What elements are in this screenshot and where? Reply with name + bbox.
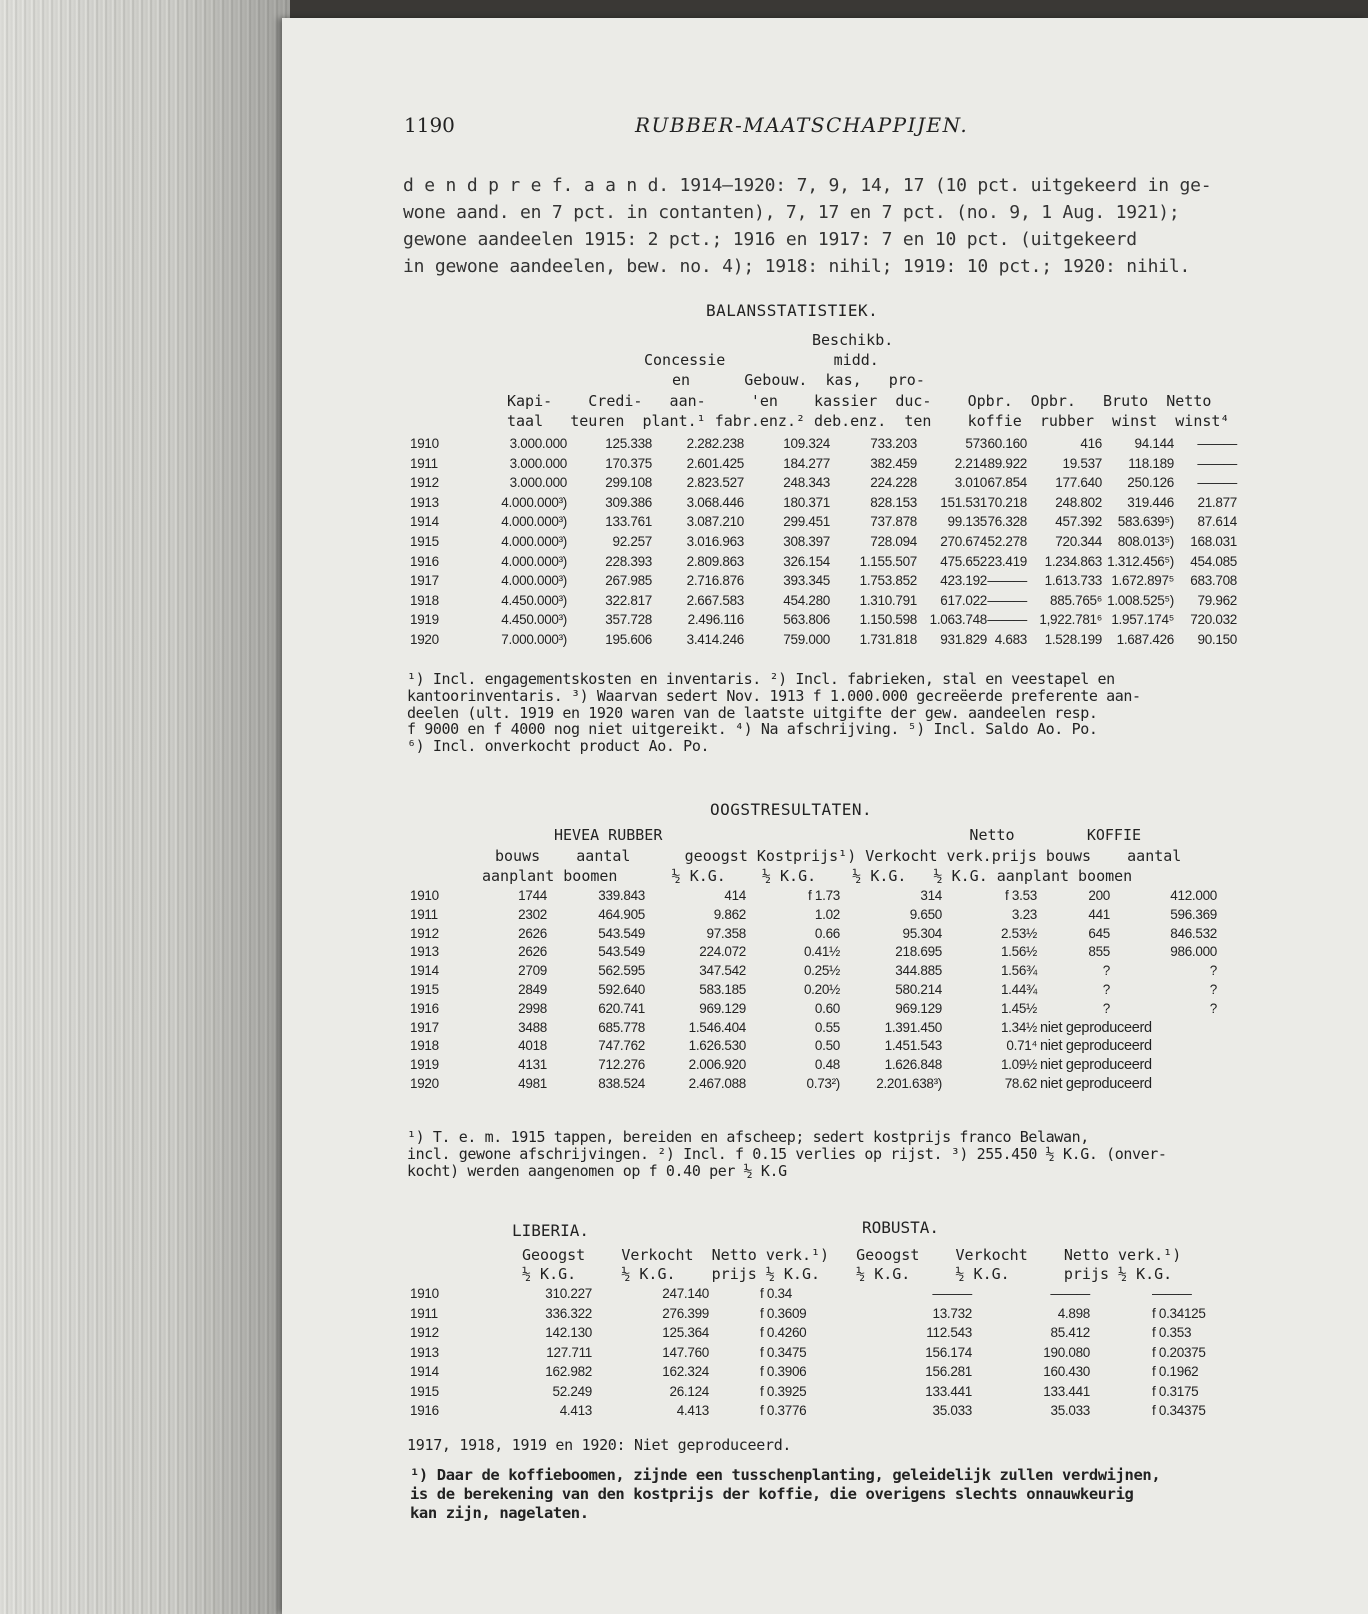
balans-year: 1919 xyxy=(410,612,439,628)
oogst-cell: 344.885 xyxy=(895,963,942,979)
balans-year: 1912 xyxy=(410,475,439,491)
balans-cell: 617.022 xyxy=(940,592,987,608)
oogst-cell: 712.276 xyxy=(598,1057,645,1073)
book-page-edges xyxy=(0,0,290,1614)
koffie-cell: 156.174 xyxy=(925,1344,972,1360)
balans-cell: 299.451 xyxy=(783,514,830,530)
page-number: 1190 xyxy=(404,113,455,137)
balans-cell: 931.829 xyxy=(940,632,987,647)
balans-cell: 1,922.781⁶ xyxy=(1039,612,1102,628)
koffie-cell: 52.249 xyxy=(552,1383,592,1399)
oogst-cell: 464.905 xyxy=(598,906,645,922)
balans-header-line: en Gebouw. kas, pro- xyxy=(672,371,925,389)
balans-cell: 737.878 xyxy=(870,514,917,530)
balans-cell: 250.126 xyxy=(1127,475,1174,491)
oogst-cell: f 1.73 xyxy=(808,888,840,903)
balans-cell: 3.016.963 xyxy=(686,534,744,549)
balans-cell: 180.371 xyxy=(783,494,830,510)
oogst-cell: 95.304 xyxy=(902,925,942,941)
oogst-cell: 747.762 xyxy=(598,1038,645,1054)
koffie-cell: ——— xyxy=(1152,1286,1192,1301)
balans-cell: 19.537 xyxy=(1062,455,1102,471)
balans-cell: ——— xyxy=(1197,436,1237,451)
oogst-cell: 314 xyxy=(920,888,942,903)
oogst-cell: 2.467.088 xyxy=(688,1076,746,1091)
balans-cell: 1.528.199 xyxy=(1044,632,1102,647)
liberia-title: LIBERIA. xyxy=(512,1221,590,1240)
oogst-cell: ? xyxy=(1209,963,1217,979)
balans-cell: 248.343 xyxy=(783,475,830,491)
oogst-cell: 0.50 xyxy=(814,1038,840,1054)
balans-cell: 1.008.525⁵) xyxy=(1107,592,1174,608)
koffie-cell: 160.430 xyxy=(1043,1364,1090,1379)
koffie-header-line: Geoogst Verkocht Netto verk.¹) Geoogst Verkocht Netto verk.¹) xyxy=(522,1246,1182,1264)
oogst-year: 1919 xyxy=(410,1057,439,1073)
oogst-cell: 2302 xyxy=(518,906,547,922)
oogst-cell: 969.129 xyxy=(699,1000,746,1016)
balans-cell: 322.817 xyxy=(605,592,652,608)
balans-cell: 319.446 xyxy=(1127,494,1174,510)
koffie-cell: 125.364 xyxy=(662,1325,709,1340)
koffie-cell: f 0.3175 xyxy=(1152,1383,1199,1399)
oogst-header-line: HEVEA RUBBER Netto KOFFIE xyxy=(554,826,1141,844)
oogst-title: OOGSTRESULTATEN. xyxy=(710,800,873,819)
oogst-cell: 4981 xyxy=(518,1076,547,1091)
oogst-year: 1916 xyxy=(410,1000,439,1016)
balans-cell: 270.674 xyxy=(940,534,987,549)
balans-cell: 118.189 xyxy=(1128,455,1174,471)
oogst-year: 1911 xyxy=(410,906,438,922)
koffie-cell: 4.413 xyxy=(559,1403,592,1418)
balans-cell: 563.806 xyxy=(783,612,830,628)
oogst-header-line: bouws aantal geoogst Kostprijs¹) Verkocht verk.prijs bouws aantal xyxy=(495,847,1182,865)
balans-cell: 3.087.210 xyxy=(686,514,744,530)
balans-cell: 21.877 xyxy=(1197,494,1237,510)
koffie-year: 1910 xyxy=(410,1286,439,1301)
balans-cell: 2.282.238 xyxy=(686,436,744,451)
balans-cell: 583.639⁵) xyxy=(1117,514,1174,530)
koffie-cell: 133.441 xyxy=(1043,1383,1090,1399)
balans-footnote-line: ⁶) Incl. onverkocht product Ao. Po. xyxy=(407,737,710,756)
oogst-cell: 1.56½ xyxy=(1000,944,1037,960)
koffie-cell: f 0.4260 xyxy=(760,1325,807,1340)
balans-year: 1914 xyxy=(410,514,439,530)
koffie-cell: 310.227 xyxy=(545,1286,592,1301)
oogst-cell: 9.650 xyxy=(909,906,942,922)
koffie-cell: f 0.20375 xyxy=(1152,1344,1206,1360)
balans-year: 1917 xyxy=(410,573,439,589)
balans-cell: 573 xyxy=(965,436,987,451)
oogst-cell: 1.45½ xyxy=(1000,1000,1037,1016)
balans-cell: 1.063.748 xyxy=(929,612,987,628)
balans-header-line: Concessie midd. xyxy=(644,351,879,369)
koffie-cell: 35.033 xyxy=(1050,1403,1090,1418)
balans-cell: 4.000.000³) xyxy=(501,534,567,549)
balans-cell: 133.761 xyxy=(605,514,652,530)
oogst-cell: 0.25½ xyxy=(803,963,840,979)
oogst-cell: niet geproduceerd xyxy=(1040,1057,1152,1074)
balans-cell: 4.683 xyxy=(994,632,1027,647)
koffie-cell: 13.732 xyxy=(932,1305,972,1321)
koffie-cell: f 0.3609 xyxy=(760,1305,807,1321)
oogst-cell: ? xyxy=(1102,1000,1110,1016)
balans-cell: 52.278 xyxy=(987,534,1027,549)
oogst-cell: 97.358 xyxy=(706,925,746,941)
oogst-cell: 846.532 xyxy=(1170,925,1217,941)
balans-cell: 79.962 xyxy=(1197,592,1237,608)
koffie-year: 1915 xyxy=(410,1383,439,1399)
balans-cell: 733.203 xyxy=(870,436,917,451)
balans-cell: 454.280 xyxy=(783,592,830,608)
balans-cell: 4.450.000³) xyxy=(501,612,567,628)
balans-cell: 267.985 xyxy=(605,573,652,589)
balans-cell: 1.613.733 xyxy=(1044,573,1102,589)
oogst-cell: 1.546.404 xyxy=(688,1019,746,1035)
balans-cell: 1.150.598 xyxy=(859,612,917,628)
oogst-cell: 1.451.543 xyxy=(884,1038,942,1054)
oogst-cell: ? xyxy=(1102,982,1110,997)
balans-cell: 94.144 xyxy=(1134,436,1174,451)
balans-year: 1916 xyxy=(410,553,439,569)
book-page xyxy=(282,18,1368,1614)
balans-cell: 2.667.583 xyxy=(686,592,744,608)
oogst-cell: 200 xyxy=(1088,888,1110,903)
koffie-cell: ——— xyxy=(1050,1286,1090,1301)
balans-cell: ——— xyxy=(1197,455,1237,471)
oogst-cell: 1744 xyxy=(518,888,547,903)
oogst-year: 1914 xyxy=(410,963,439,979)
oogst-year: 1912 xyxy=(410,925,439,941)
koffie-cell: 26.124 xyxy=(669,1383,709,1399)
oogst-cell: 0.48 xyxy=(814,1057,840,1073)
koffie-cell: 85.412 xyxy=(1050,1325,1090,1340)
koffie-cell: f 0.3776 xyxy=(760,1403,807,1418)
oogst-cell: 1.626.530 xyxy=(688,1038,746,1054)
oogst-cell: 412.000 xyxy=(1170,888,1217,903)
oogst-cell: 1.34½ xyxy=(1000,1019,1037,1035)
balans-cell: 2.823.527 xyxy=(686,475,744,491)
balans-cell: 3.000.000 xyxy=(509,455,567,471)
koffie-cell: 35.033 xyxy=(932,1403,972,1418)
balans-cell: 67.854 xyxy=(987,475,1027,491)
oogst-cell: 620.741 xyxy=(598,1000,645,1016)
balans-cell: 683.708 xyxy=(1190,573,1237,589)
balans-cell: 3.000.000 xyxy=(509,436,567,451)
balans-cell: 2.496.116 xyxy=(687,612,744,628)
balans-cell: 4.000.000³) xyxy=(501,573,567,589)
oogst-cell: 0.20½ xyxy=(803,982,840,997)
balans-cell: 326.154 xyxy=(783,553,830,569)
balans-cell: 125.338 xyxy=(605,436,652,451)
balans-cell: 4.450.000³) xyxy=(501,592,567,608)
koffie-cell: f 0.3906 xyxy=(760,1364,807,1379)
oogst-cell: f 3.53 xyxy=(1005,888,1037,903)
balans-cell: 1.957.174⁵ xyxy=(1111,612,1174,628)
balans-cell: 454.085 xyxy=(1190,553,1237,569)
oogst-cell: 0.41½ xyxy=(803,944,840,960)
oogst-cell: 0.60 xyxy=(814,1000,840,1016)
oogst-footnote-line: ¹) T. e. m. 1915 tappen, bereiden en afscheep; sedert kostprijs franco Belawan, xyxy=(407,1128,1089,1146)
oogst-cell: 9.862 xyxy=(713,906,746,922)
koffie-cell: 247.140 xyxy=(662,1286,709,1301)
koffie-cell: f 0.34375 xyxy=(1152,1403,1206,1418)
koffie-cell: 162.982 xyxy=(545,1364,592,1379)
balans-cell: 70.218 xyxy=(987,494,1027,510)
oogst-cell: 441 xyxy=(1088,906,1110,922)
balans-cell: 308.397 xyxy=(783,534,830,549)
balans-cell: 423.192 xyxy=(940,573,987,589)
oogst-year: 1918 xyxy=(410,1038,439,1054)
oogst-cell: 4131 xyxy=(518,1057,547,1073)
oogst-cell: 2626 xyxy=(518,944,547,960)
balans-cell: 357.728 xyxy=(605,612,652,628)
balans-cell: ——— xyxy=(1197,475,1237,491)
oogst-cell: 1.391.450 xyxy=(884,1019,942,1035)
koffie-cell: 190.080 xyxy=(1043,1344,1090,1360)
oogst-cell: 1.626.848 xyxy=(884,1057,942,1073)
oogst-cell: 2849 xyxy=(518,982,547,997)
oogst-cell: 218.695 xyxy=(895,944,942,960)
balans-cell: 92.257 xyxy=(612,534,652,549)
balans-footnote-line: deelen (ult. 1919 en 1920 waren van de laatste uitgifte der gew. aandeelen resp. xyxy=(407,703,1098,722)
koffie-cell: f 0.1962 xyxy=(1152,1364,1199,1379)
balans-cell: 1.731.818 xyxy=(859,632,917,647)
koffie-year: 1916 xyxy=(410,1403,439,1418)
balans-cell: 90.150 xyxy=(1197,632,1237,647)
koffie-cell: 142.130 xyxy=(545,1325,592,1340)
robusta-title: ROBUSTA. xyxy=(862,1218,940,1237)
balans-cell: 3.068.446 xyxy=(686,494,744,510)
oogst-cell: 2.201.638³) xyxy=(876,1076,942,1091)
balans-cell: 1.155.507 xyxy=(859,553,917,569)
balans-cell: 2.214 xyxy=(954,455,987,471)
balans-cell: 728.094 xyxy=(870,534,917,549)
balans-title: BALANSSTATISTIEK. xyxy=(706,301,879,320)
koffie-cell: f 0.3475 xyxy=(760,1344,807,1360)
balans-cell: 195.606 xyxy=(605,632,652,647)
balans-year: 1918 xyxy=(410,592,439,608)
balans-cell: ——— xyxy=(987,612,1027,628)
oogst-cell: 543.549 xyxy=(598,944,645,960)
koffie-year: 1912 xyxy=(410,1325,439,1340)
balans-year: 1920 xyxy=(410,632,439,647)
oogst-cell: 3.23 xyxy=(1011,906,1037,922)
balans-cell: 177.640 xyxy=(1055,475,1102,491)
oogst-cell: 1.56¾ xyxy=(1000,963,1037,979)
koffie-cell: f 0.3925 xyxy=(760,1383,807,1399)
oogst-cell: ? xyxy=(1102,963,1110,979)
balans-cell: ——— xyxy=(987,592,1027,608)
oogst-cell: 2.53½ xyxy=(1000,925,1037,941)
koffie-header-line: ½ K.G. ½ K.G. prijs ½ K.G. ½ K.G. ½ K.G. prijs ½ K.G. xyxy=(522,1265,1173,1283)
oogst-cell: 645 xyxy=(1088,925,1110,941)
oogst-cell: 2998 xyxy=(518,1000,547,1016)
oogst-footnote-line: incl. gewone afschrijvingen. ²) Incl. f 0.15 verlies op rijst. ³) 255.450 ½ K.G. (onver- xyxy=(407,1145,1167,1163)
koffie-cell: 4.413 xyxy=(676,1403,709,1418)
balans-cell: 151.531 xyxy=(940,494,987,510)
oogst-cell: 583.185 xyxy=(699,982,746,997)
balans-cell: 475.652 xyxy=(940,553,987,569)
oogst-cell: 4018 xyxy=(518,1038,547,1054)
oogst-cell: 562.595 xyxy=(598,963,645,979)
oogst-cell: 2626 xyxy=(518,925,547,941)
balans-cell: 228.393 xyxy=(605,553,652,569)
oogst-cell: 838.524 xyxy=(598,1076,645,1091)
oogst-cell: niet geproduceerd xyxy=(1040,1019,1152,1036)
balans-footnote-line: ¹) Incl. engagementskosten en inventaris. ²) Incl. fabrieken, stal en veestapel en xyxy=(407,670,1115,688)
balans-cell: 393.345 xyxy=(783,573,830,589)
oogst-cell: 0.66 xyxy=(814,925,840,941)
balans-footnote-line: f 9000 en f 4000 nog niet uitgereikt. ⁴) Na afschrijving. ⁵) Incl. Saldo Ao. Po. xyxy=(407,720,1098,739)
intro-line: d e n d p r e f. a a n d. 1914—1920: 7, 9, 14, 17 (10 pct. uitgekeerd in ge- xyxy=(403,175,1212,196)
balans-cell: 7.000.000³) xyxy=(501,632,567,647)
balans-cell: 1.312.456⁵) xyxy=(1107,553,1174,569)
oogst-cell: 1.02 xyxy=(814,906,840,922)
koffie-footnote-line: is de berekening van den kostprijs der koffie, die overigens slechts onnauwkeurig xyxy=(410,1485,1134,1503)
running-title: RUBBER-MAATSCHAPPIJEN. xyxy=(635,113,969,137)
oogst-cell: niet geproduceerd xyxy=(1040,1038,1152,1055)
balans-cell: 168.031 xyxy=(1190,534,1237,549)
balans-cell: 1.672.897⁵ xyxy=(1111,573,1174,589)
balans-cell: 2.601.425 xyxy=(686,455,744,471)
balans-cell: ——— xyxy=(987,573,1027,589)
balans-cell: 4.000.000³) xyxy=(501,494,567,510)
intro-line: in gewone aandeelen, bew. no. 4); 1918: nihil; 1919: 10 pct.; 1920: nihil. xyxy=(403,256,1191,277)
oogst-cell: ? xyxy=(1209,1000,1217,1016)
koffie-cell: 336.322 xyxy=(545,1305,592,1321)
koffie-cell: 276.399 xyxy=(662,1305,709,1321)
oogst-cell: 78.62 xyxy=(1004,1076,1037,1091)
balans-cell: 76.328 xyxy=(987,514,1027,530)
oogst-cell: 0.71⁴ xyxy=(1006,1038,1037,1054)
balans-cell: 382.459 xyxy=(870,455,917,471)
balans-cell: 720.032 xyxy=(1190,612,1237,628)
koffie-cell: 156.281 xyxy=(925,1364,972,1379)
oogst-year: 1917 xyxy=(410,1019,439,1035)
balans-cell: 99.135 xyxy=(947,514,987,530)
oogst-cell: 339.843 xyxy=(598,888,645,903)
balans-cell: 457.392 xyxy=(1055,514,1102,530)
oogst-header-line: aanplant boomen ½ K.G. ½ K.G. ½ K.G. ½ K.G. aanplant boomen xyxy=(482,867,1133,885)
balans-cell: 828.153 xyxy=(870,494,917,510)
balans-cell: 808.013⁵) xyxy=(1117,534,1174,549)
balans-cell: 885.765⁶ xyxy=(1050,592,1102,608)
balans-cell: 1.687.426 xyxy=(1116,632,1174,647)
balans-header-line: Kapi- Credi- aan- 'en kassier duc- Opbr. Opbr. Bruto Netto xyxy=(507,392,1212,410)
oogst-cell: 3488 xyxy=(518,1019,547,1035)
oogst-cell: 1.44¾ xyxy=(1000,982,1037,997)
balans-cell: 109.324 xyxy=(783,436,830,451)
koffie-cell: f 0.34 xyxy=(760,1286,792,1301)
balans-cell: 4.000.000³) xyxy=(501,553,567,569)
koffie-footnote-line: ¹) Daar de koffieboomen, zijnde een tusschenplanting, geleidelijk zullen verdwijnen, xyxy=(410,1466,1161,1484)
balans-header-line: Beschikb. xyxy=(812,331,894,349)
oogst-cell: 1.09½ xyxy=(1000,1057,1037,1073)
balans-cell: 2.809.863 xyxy=(686,553,744,569)
balans-cell: 4.000.000³) xyxy=(501,514,567,530)
oogst-year: 1913 xyxy=(410,944,439,960)
oogst-year: 1915 xyxy=(410,982,439,997)
oogst-cell: 986.000 xyxy=(1170,944,1217,960)
oogst-cell: 224.072 xyxy=(699,944,746,960)
koffie-closing-line: 1917, 1918, 1919 en 1920: Niet geproduceerd. xyxy=(407,1436,792,1454)
koffie-cell: 162.324 xyxy=(662,1364,709,1379)
oogst-year: 1910 xyxy=(410,888,439,903)
oogst-cell: 0.73²) xyxy=(806,1076,840,1091)
oogst-cell: 2.006.920 xyxy=(688,1057,746,1073)
oogst-cell: 0.55 xyxy=(814,1019,840,1035)
koffie-cell: ——— xyxy=(932,1286,972,1301)
intro-line: wone aand. en 7 pct. in contanten), 7, 17 en 7 pct. (no. 9, 1 Aug. 1921); xyxy=(403,202,1180,223)
koffie-cell: 4.898 xyxy=(1057,1305,1090,1321)
oogst-cell: 543.549 xyxy=(598,925,645,941)
oogst-year: 1920 xyxy=(410,1076,439,1091)
oogst-cell: 2709 xyxy=(518,963,547,979)
oogst-cell: 855 xyxy=(1088,944,1110,960)
balans-cell: 248.802 xyxy=(1055,494,1102,510)
oogst-cell: 969.129 xyxy=(895,1000,942,1016)
koffie-cell: 133.441 xyxy=(925,1383,972,1399)
oogst-cell: 580.214 xyxy=(895,982,942,997)
koffie-cell: 112.543 xyxy=(926,1325,972,1340)
intro-line: gewone aandeelen 1915: 2 pct.; 1916 en 1917: 7 en 10 pct. (uitgekeerd xyxy=(403,229,1137,250)
balans-cell: 309.386 xyxy=(605,494,652,510)
balans-cell: 87.614 xyxy=(1197,514,1237,530)
balans-cell: 60.160 xyxy=(987,436,1027,451)
balans-cell: 3.414.246 xyxy=(686,632,744,647)
balans-cell: 1.310.791 xyxy=(859,592,917,608)
balans-cell: 416 xyxy=(1080,436,1102,451)
oogst-cell: 596.369 xyxy=(1170,906,1217,922)
balans-cell: 170.375 xyxy=(605,455,652,471)
balans-year: 1910 xyxy=(410,436,439,451)
balans-cell: 224.228 xyxy=(870,475,917,491)
balans-header-line: taal teuren plant.¹ fabr.enz.² deb.enz. ten koffie rubber winst winst⁴ xyxy=(507,412,1230,430)
balans-year: 1911 xyxy=(410,455,438,471)
balans-year: 1913 xyxy=(410,494,439,510)
balans-cell: 1.753.852 xyxy=(859,573,917,589)
balans-cell: 184.277 xyxy=(783,455,830,471)
oogst-footnote-line: kocht) werden aangenomen op f 0.40 per ½ K.G xyxy=(407,1162,787,1180)
koffie-cell: 127.711 xyxy=(546,1344,592,1360)
oogst-cell: 592.640 xyxy=(598,982,645,997)
balans-year: 1915 xyxy=(410,534,439,549)
balans-cell: 299.108 xyxy=(605,475,652,491)
balans-cell: 1.234.863 xyxy=(1044,553,1102,569)
balans-cell: 720.344 xyxy=(1055,534,1102,549)
koffie-footnote-line: kan zijn, nagelaten. xyxy=(410,1504,589,1522)
balans-cell: 3.010 xyxy=(954,475,987,491)
koffie-year: 1914 xyxy=(410,1364,439,1379)
koffie-year: 1913 xyxy=(410,1344,439,1360)
balans-cell: 2.716.876 xyxy=(686,573,744,589)
koffie-year: 1911 xyxy=(410,1305,438,1321)
koffie-cell: f 0.353 xyxy=(1152,1325,1192,1340)
balans-cell: 3.000.000 xyxy=(509,475,567,491)
koffie-cell: 147.760 xyxy=(662,1344,709,1360)
balans-cell: 759.000 xyxy=(783,632,830,647)
oogst-cell: 685.778 xyxy=(598,1019,645,1035)
koffie-cell: f 0.34125 xyxy=(1152,1305,1206,1321)
balans-cell: 89.922 xyxy=(987,455,1027,471)
oogst-cell: niet geproduceerd xyxy=(1040,1076,1152,1092)
balans-footnote-line: kantoorinventaris. ³) Waarvan sedert Nov. 1913 f 1.000.000 gecreëerde preferente aan- xyxy=(407,686,1141,705)
oogst-cell: ? xyxy=(1209,982,1217,997)
balans-cell: 23.419 xyxy=(987,553,1027,569)
oogst-cell: 347.542 xyxy=(699,963,746,979)
oogst-cell: 414 xyxy=(724,888,746,903)
